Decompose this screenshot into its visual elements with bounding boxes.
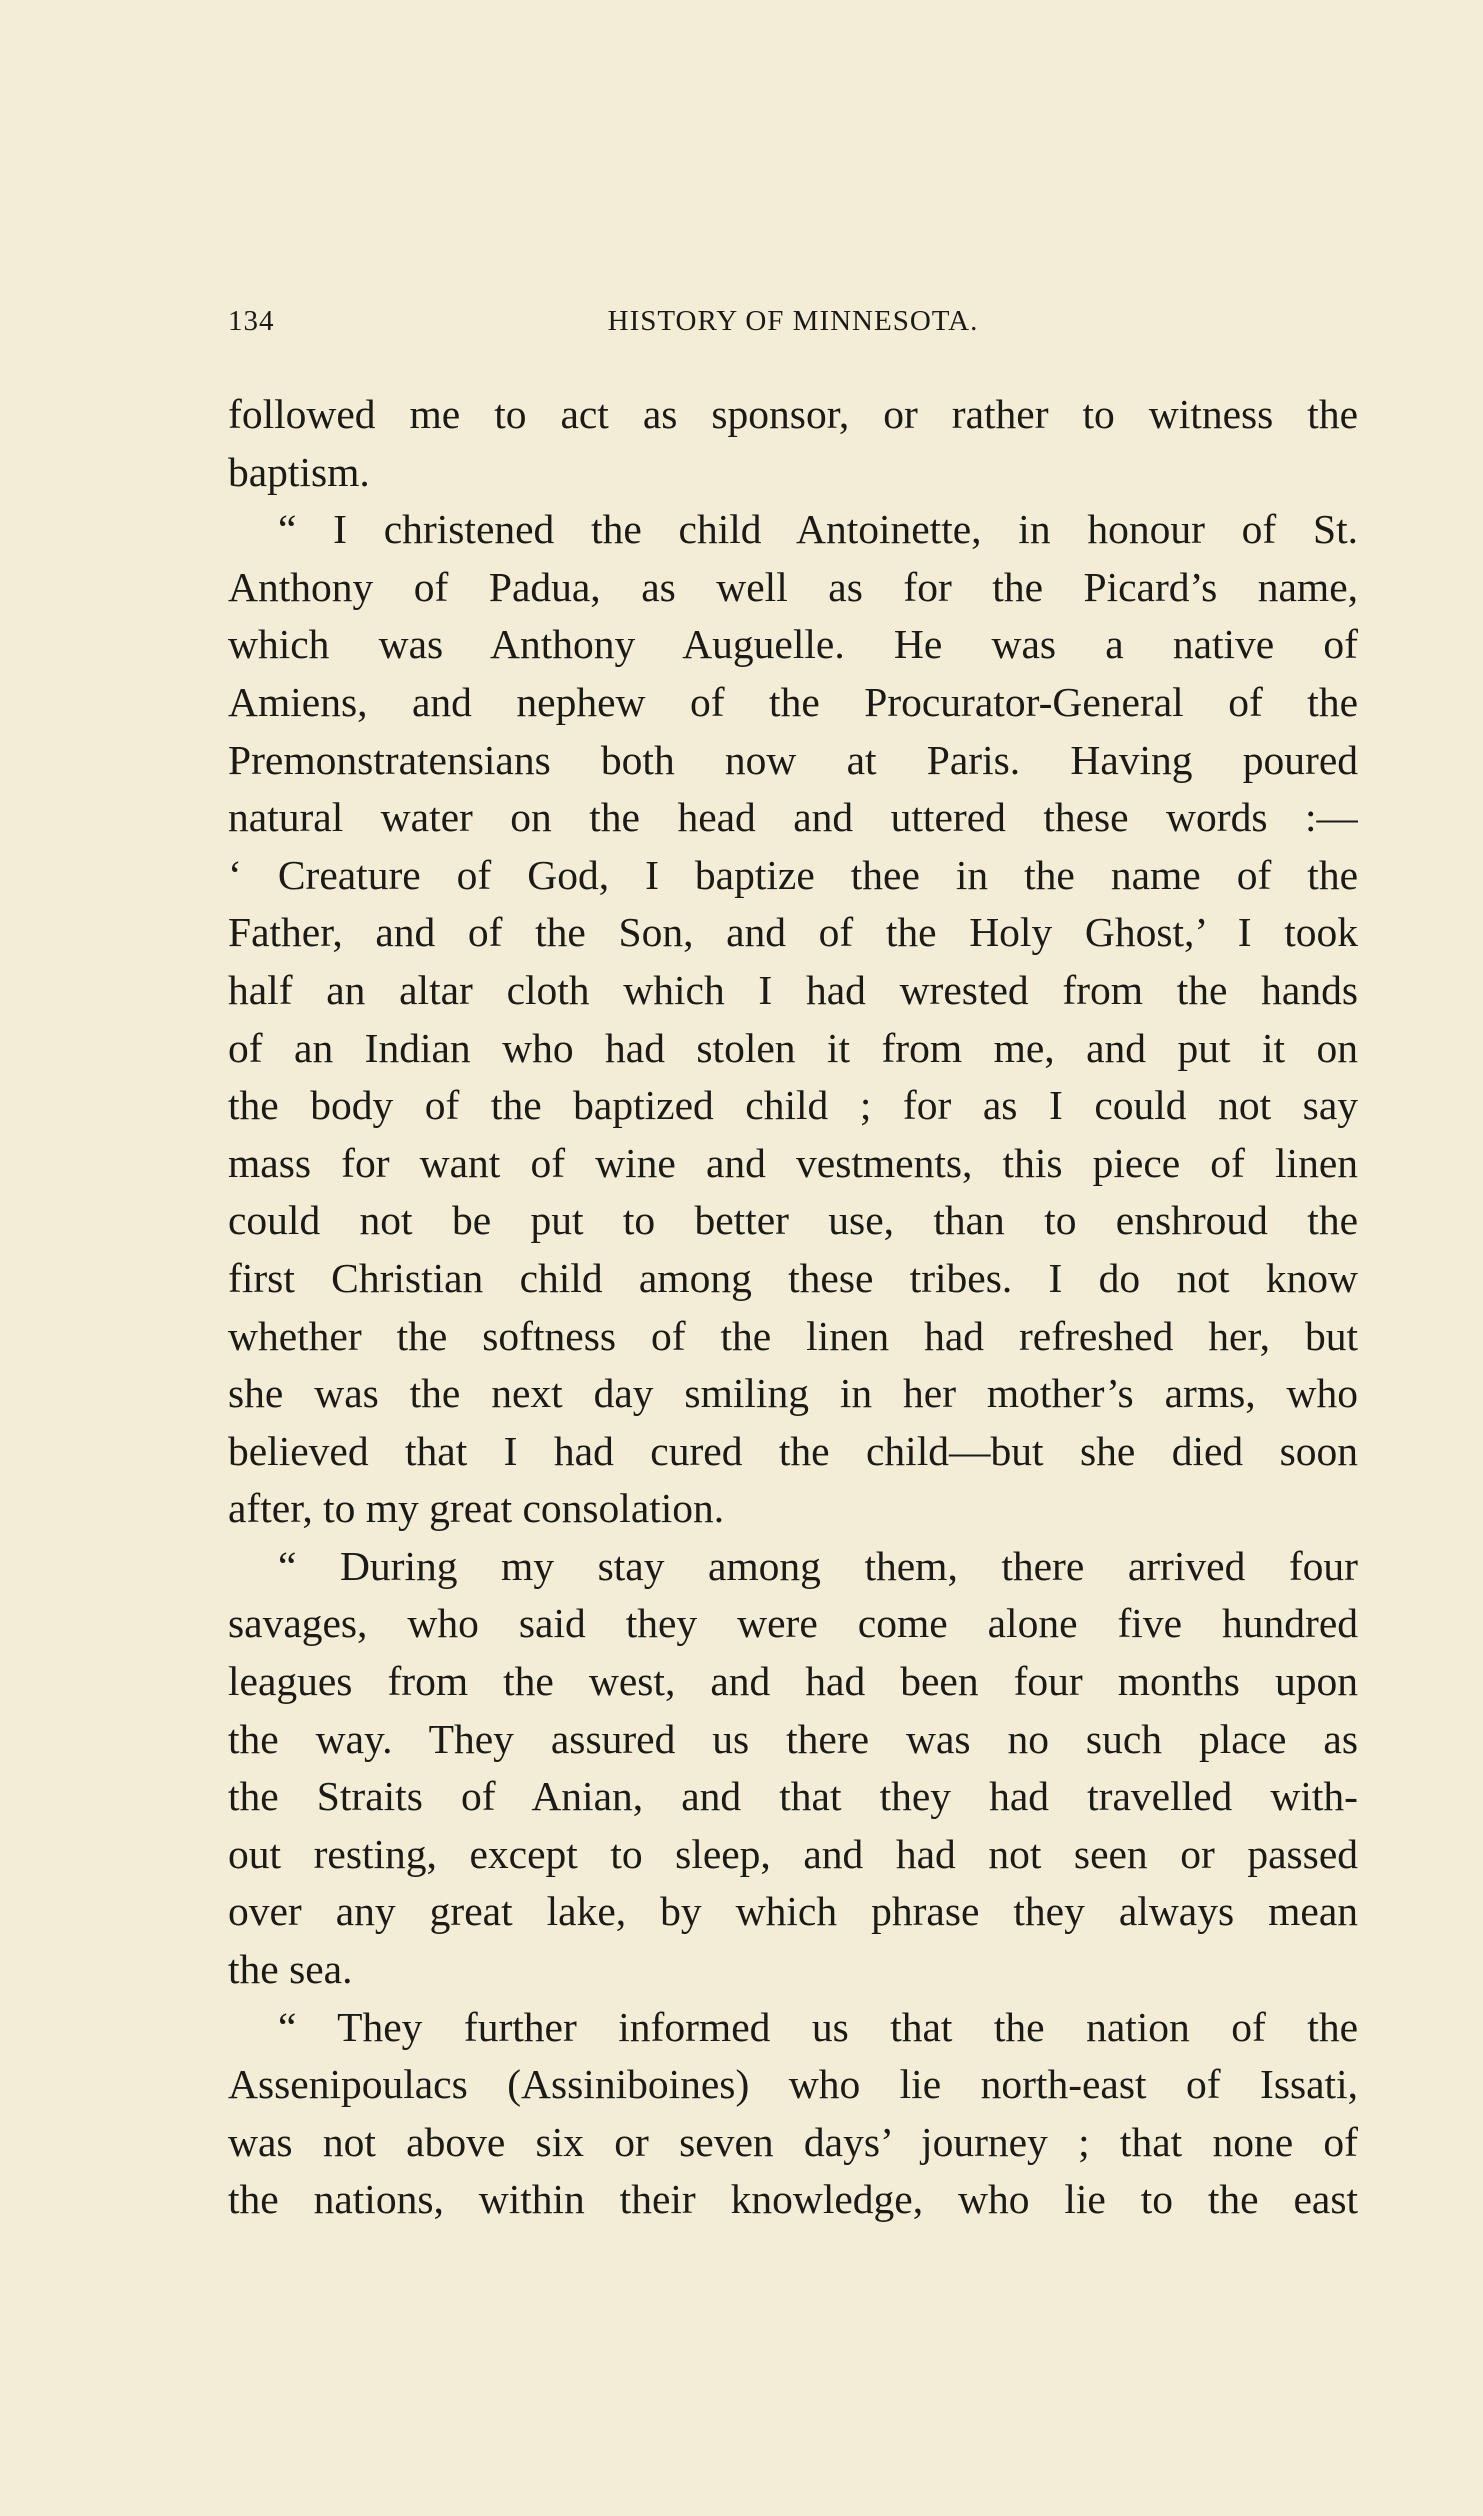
text-line: mass for want of wine and vestments, this piece of linen — [228, 1139, 1358, 1186]
text-line: “ During my stay among them, there arrived four — [278, 1542, 1358, 1589]
body-text — [228, 386, 1358, 2229]
text-line: the body of the baptized child ; for as I could not say — [228, 1082, 1358, 1129]
paragraph — [228, 386, 1358, 501]
text-line: first Christian child among these tribes. I do not know — [228, 1254, 1358, 1301]
text-line: ‘ Creature of God, I baptize thee in the name of the — [228, 851, 1358, 898]
text-line: baptism. — [228, 448, 370, 495]
text-line: the Straits of Anian, and that they had travelled with- — [228, 1773, 1358, 1820]
text-line: she was the next day smiling in her mother’s arms, who — [228, 1370, 1358, 1417]
text-line: after, to my great consolation. — [228, 1485, 725, 1532]
text-line: natural water on the head and uttered these words :— — [228, 794, 1358, 841]
text-line: the way. They assured us there was no such place as — [228, 1715, 1358, 1762]
text-line: which was Anthony Auguelle. He was a native of — [228, 621, 1358, 668]
text-line: the sea. — [228, 1946, 353, 1993]
paragraph — [228, 1999, 1358, 2229]
running-title: HISTORY OF MINNESOTA. — [607, 305, 979, 337]
text-line: Father, and of the Son, and of the Holy Ghost,’ I took — [228, 909, 1358, 956]
text-line: Assenipoulacs (Assiniboines) who lie north-east of Issati, — [228, 2061, 1358, 2108]
text-line: Anthony of Padua, as well as for the Picard’s name, — [228, 563, 1358, 610]
text-line: was not above six or seven days’ journey ; that none of — [228, 2118, 1358, 2165]
text-line: half an altar cloth which I had wrested from the hands — [228, 966, 1358, 1013]
text-line: believed that I had cured the child—but she died soon — [228, 1427, 1358, 1474]
text-line: leagues from the west, and had been four months upon — [228, 1658, 1358, 1705]
text-line: “ I christened the child Antoinette, in honour of St. — [278, 506, 1358, 553]
text-line: followed me to act as sponsor, or rather to witness the — [228, 391, 1358, 437]
running-head — [228, 305, 1358, 345]
text-line: whether the softness of the linen had refreshed her, but — [228, 1312, 1358, 1359]
paragraph — [228, 501, 1358, 1538]
text-line: of an Indian who had stolen it from me, and put it on — [228, 1024, 1358, 1071]
text-line: over any great lake, by which phrase they always mean — [228, 1888, 1358, 1935]
text-line: could not be put to better use, than to enshroud the — [228, 1197, 1358, 1244]
text-line: Amiens, and nephew of the Procurator-General of the — [228, 678, 1358, 725]
text-line: “ They further informed us that the nation of the — [278, 2003, 1358, 2050]
page-number: 134 — [228, 305, 275, 337]
paragraph — [228, 1538, 1358, 1999]
text-line: savages, who said they were come alone five hundred — [228, 1600, 1358, 1647]
text-line: Premonstratensians both now at Paris. Having poured — [228, 736, 1358, 783]
text-line: out resting, except to sleep, and had not seen or passed — [228, 1830, 1358, 1877]
text-line: the nations, within their knowledge, who lie to the east — [228, 2176, 1358, 2223]
